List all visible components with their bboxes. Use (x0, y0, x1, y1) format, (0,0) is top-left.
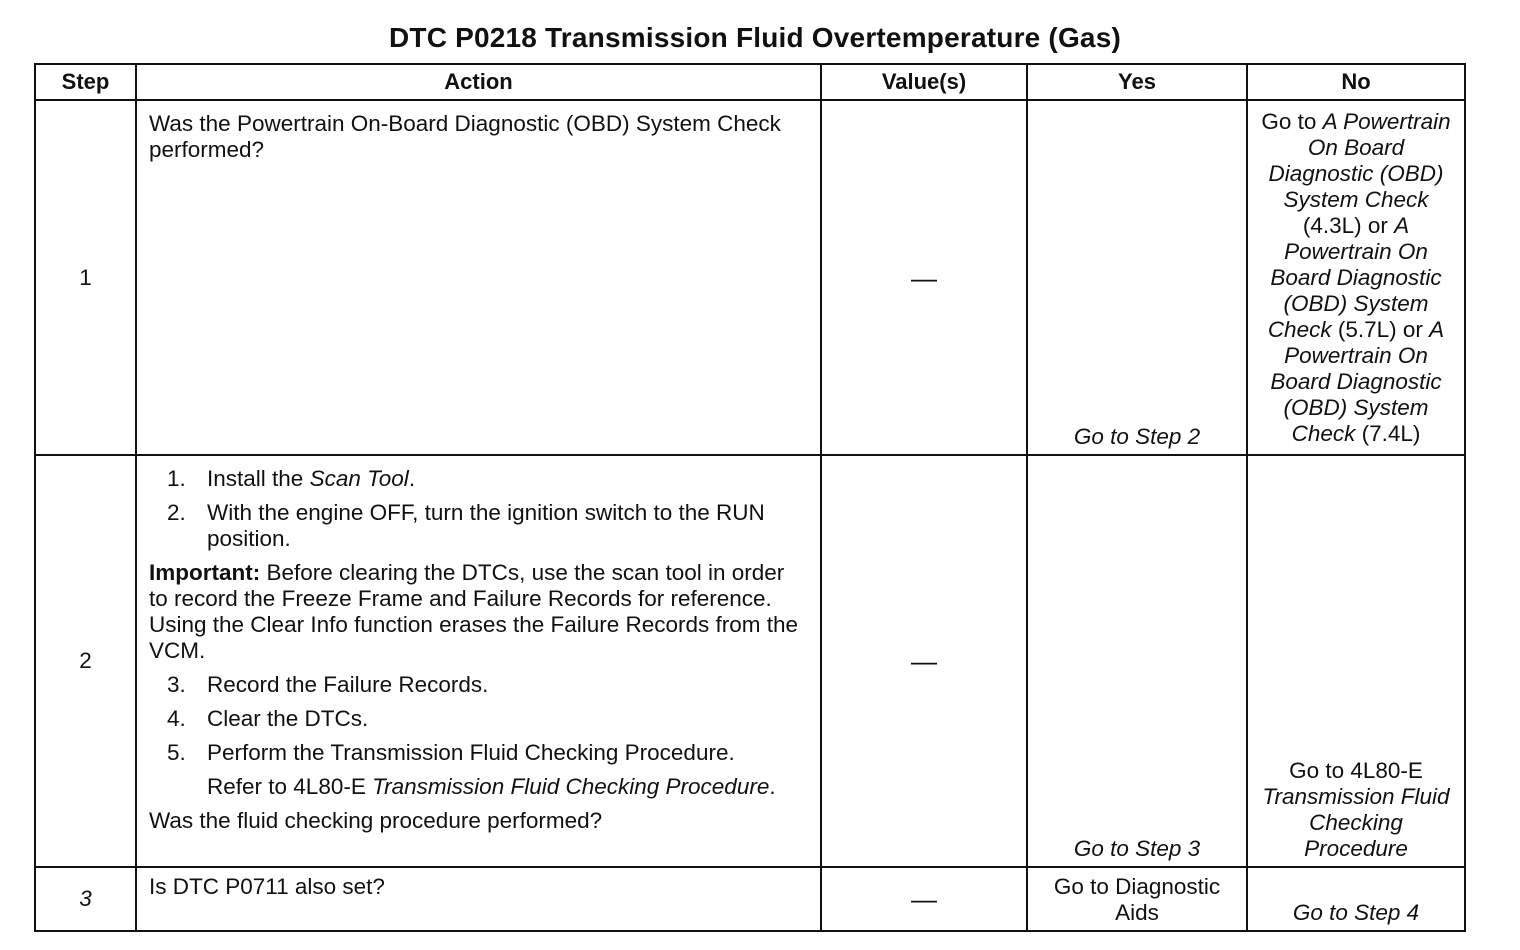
no-suffix-1: (4.3L) or (1302, 213, 1388, 238)
header-step: Step (35, 64, 136, 100)
list-item: 1. Install the Scan Tool. (167, 466, 416, 491)
value-cell: — (821, 867, 1027, 931)
no-reference-3: A Powertrain On Board Diagnostic (OBD) System Check (1270, 317, 1445, 446)
header-action: Action (136, 64, 821, 100)
no-reference-1: A Powertrain On Board Diagnostic (OBD) System Check (1268, 109, 1451, 212)
table-row (35, 455, 1465, 867)
no-cell (1247, 455, 1465, 867)
step-number: 1 (35, 100, 136, 455)
no-cell (1247, 100, 1465, 455)
document-title: DTC P0218 Transmission Fluid Overtemperature (Gas) (388, 22, 1121, 53)
list-item: 5. Perform the Transmission Fluid Checking Procedure. Refer to 4L80-E Transmission Fluid Checking Procedure. (149, 740, 806, 800)
value-cell: — (821, 100, 1027, 455)
value-cell: — (821, 455, 1027, 867)
action-steps-list (149, 672, 806, 800)
header-yes: Yes (1027, 64, 1247, 100)
header-values: Value(s) (821, 64, 1027, 100)
table-header-row (35, 64, 1465, 100)
list-item: 4. Clear the DTCs. (167, 706, 369, 731)
table-row (35, 100, 1465, 455)
no-reference: Transmission Fluid Checking Procedure (1262, 784, 1450, 861)
action-steps-list (149, 466, 806, 552)
refer-note: Refer to 4L80-E Transmission Fluid Checking Procedure. (207, 774, 776, 799)
yes-cell: Go to Step 2 (1027, 100, 1247, 455)
no-suffix-3: (7.4L) (1355, 421, 1421, 446)
diagnostic-table (34, 63, 1466, 932)
no-cell: Go to Step 4 (1247, 867, 1465, 931)
list-item: 2. With the engine OFF, turn the ignition switch to the RUN position. (167, 500, 765, 551)
no-prefix: Go to 4L80-E (1289, 758, 1423, 783)
action-cell: Is DTC P0711 also set? (136, 867, 821, 931)
no-prefix: Go to (1261, 109, 1317, 134)
header-no: No (1247, 64, 1465, 100)
no-suffix-2: (5.7L) or (1331, 317, 1423, 342)
no-reference-2: A Powertrain On Board Diagnostic (OBD) System Check (1267, 213, 1442, 342)
table-row (35, 867, 1465, 931)
yes-cell: Go to Diagnostic Aids (1027, 867, 1247, 931)
action-cell: Was the Powertrain On-Board Diagnostic (OBD) System Check performed? (136, 100, 821, 455)
list-item: 3. Record the Failure Records. (167, 672, 489, 697)
step-number: 2 (35, 455, 136, 867)
action-cell (136, 455, 821, 867)
question: Was the fluid checking procedure performed? (149, 808, 603, 833)
yes-cell: Go to Step 3 (1027, 455, 1247, 867)
step-number: 3 (35, 867, 136, 931)
important-note: Important: Before clearing the DTCs, use the scan tool in order to record the Freeze Frame and Failure Records for reference. Using the Clear Info function erases the Failure Records from the VCM. (149, 560, 799, 663)
